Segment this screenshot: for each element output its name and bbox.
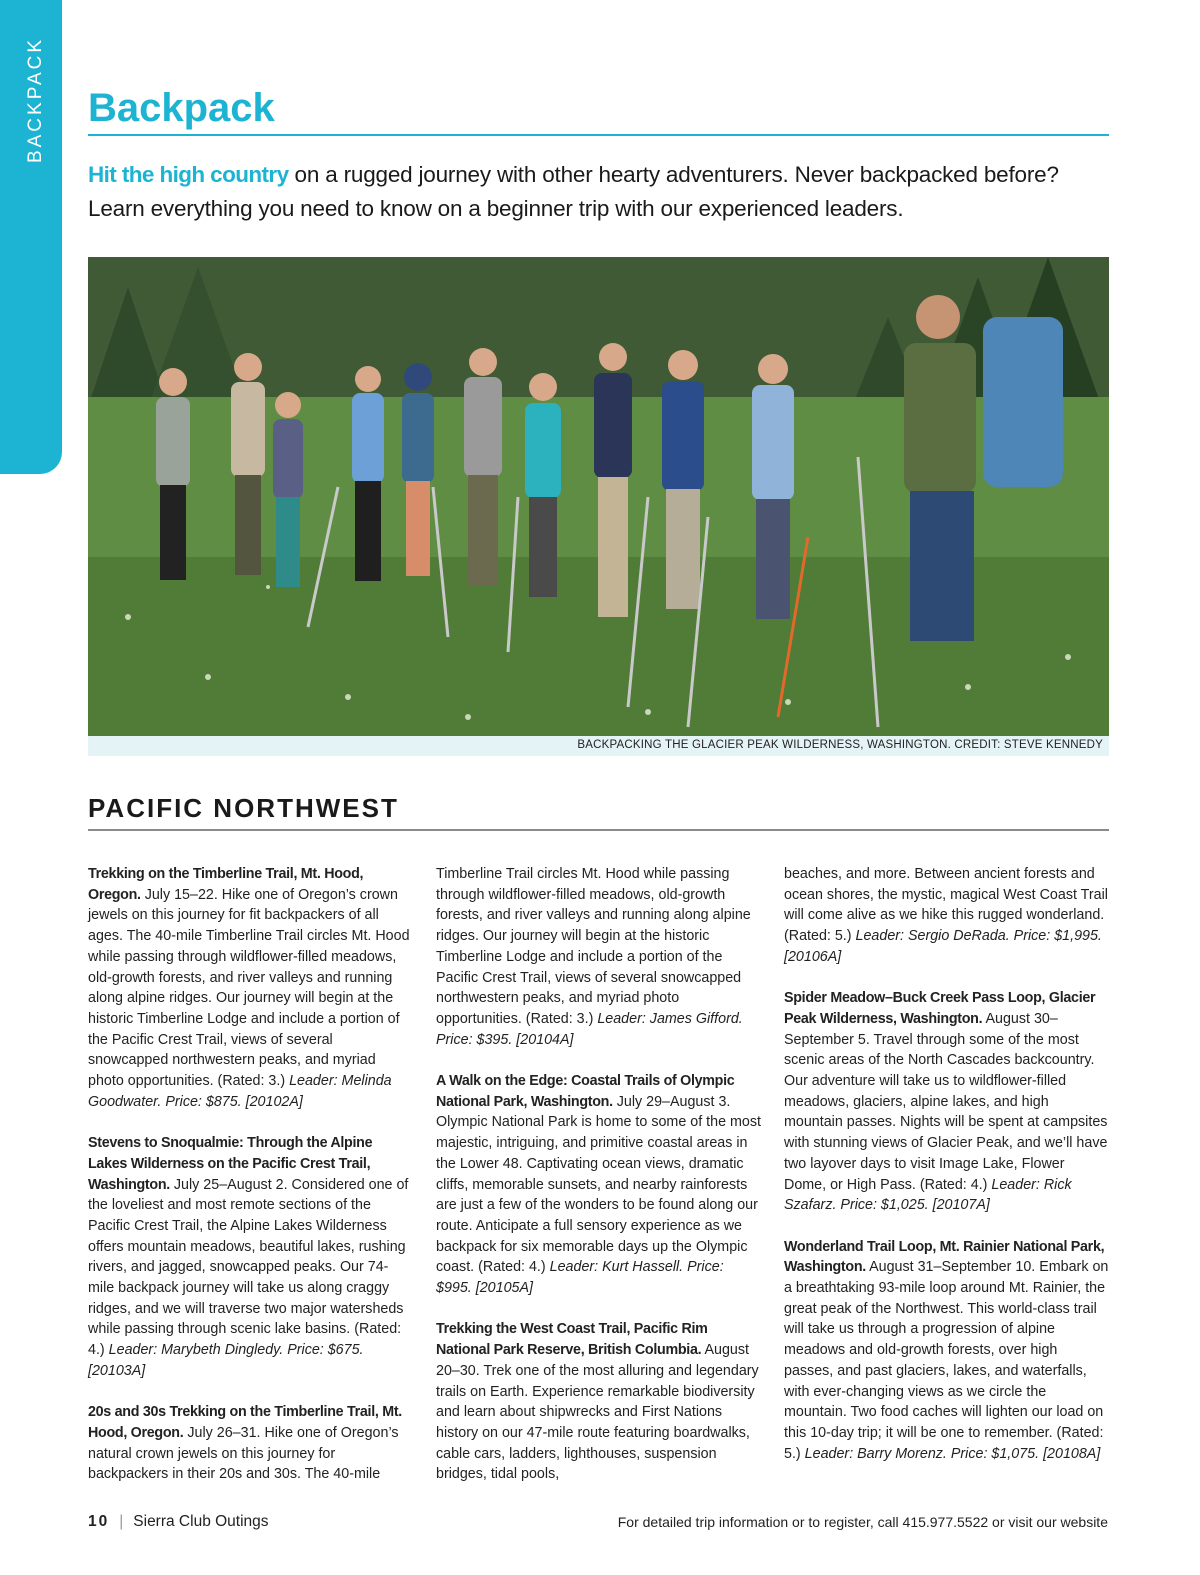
side-tab-label: BACKPACK [25,36,46,164]
trip-listing-continued [436,864,762,1050]
page-number: 10 [88,1513,110,1530]
trip-leader-price: Leader: Kurt Hassell. Price: $995. [20105A] [436,1259,724,1297]
trip-description-part: July 26–31. Hike one of Oregon’s natural crown jewels on this journey for backpackers in their 20s and 30s. The 40-mile [88,1424,399,1483]
intro-text: on a rugged journey with other hearty adventurers. Never backpacked before? Learn everything you need to know on a beginner trip with our experienced leaders. [88,162,1059,221]
trip-listing [88,1133,414,1381]
trip-title: Trekking the West Coast Trail, Pacific Rim National Park Reserve, British Columbia. [436,1321,708,1359]
trip-listing [436,1319,762,1485]
trip-leader-price: Leader: Barry Morenz. Price: $1,075. [20108A] [804,1445,1101,1462]
photo-illustration [88,257,1109,736]
text-column-1 [88,864,414,1485]
trip-title: Spider Meadow–Buck Creek Pass Loop, Glacier Peak Wilderness, Washington. [784,990,1096,1027]
trip-description: July 29–August 3. Olympic National Park is home to some of the most majestic, intriguing, and primitive coastal areas in the Lower 48. Captivating ocean views, dramatic cliffs, memorable sunsets, and nearby rainforests are just a few of the wonders to be found along our route. Anticipate a full sensory experience as we backpack for six memorable days up the Olympic coast. (Rated: 4.) [436,1093,761,1276]
trip-listing [88,1402,414,1485]
trip-leader-price: Leader: James Gifford. Price: $395. [20104A] [436,1010,743,1048]
photo-caption-bar [88,736,1109,756]
region-heading: PACIFIC NORTHWEST [88,793,399,823]
text-column-3 [784,864,1110,1464]
trip-listing [88,864,414,1112]
text-column-2 [436,864,762,1485]
trip-leader-price: Leader: Marybeth Dingledy. Price: $675. [20103A] [88,1342,364,1379]
footer-separator: | [119,1513,124,1530]
footer-page-info [88,1513,269,1531]
intro-lead: Hit the high country [88,162,289,187]
hikers-group-photo [88,257,1109,736]
trip-leader-price: Leader: Sergio DeRada. Price: $1,995. [20106A] [784,928,1102,965]
trip-title: Wonderland Trail Loop, Mt. Rainier National Park, Washington. [784,1238,1105,1276]
trip-title: Trekking on the Timberline Trail, Mt. Hood, Oregon. [88,866,364,903]
trip-description: August 31–September 10. Embark on a breathtaking 93-mile loop around Mt. Rainier, the great peak of the Northwest. This world-class trail will take us through a progression of alpine meadows and old-growth forests, over high passes, and past glaciers, lakes, and waterfalls, with ever-changing views as we circle the mountain. Two food caches will lighten our load on this 10-day trip; it will be one to remember. (Rated: 5.) [784,1259,1109,1462]
title-divider [88,134,1109,136]
trip-description: July 25–August 2. Considered one of the loveliest and most remote sections of the Pacific Crest Trail, the Alpine Lakes Wilderness offers mountain meadows, beautiful lakes, rushing rivers, and jagged, snowcapped peaks. Our 74-mile backpack journey will take us along craggy ridges, and we will traverse two major watersheds while passing through scenic lake basins. (Rated: 4.) [88,1176,409,1359]
trip-title: A Walk on the Edge: Coastal Trails of Olympic National Park, Washington. [436,1073,735,1110]
trip-description: August 30–September 5. Travel through some of the most scenic areas of the North Cascades backcountry. Our adventure will take us to wildflower-filled meadows, glaciers, alpine lakes, and high mountain passes. Nights will be spent at campsites with stunning views of Glacier Peak, and we’ll have two layover days to visit Image Lake, Flower Dome, or High Pass. (Rated: 4.) [784,1010,1108,1193]
photo-caption: BACKPACKING THE GLACIER PEAK WILDERNESS, WASHINGTON. CREDIT: STEVE KENNEDY [577,739,1103,751]
trip-leader-price: Leader: Rick Szafarz. Price: $1,025. [20107A] [784,1176,1072,1214]
trip-leader-price: Leader: Melinda Goodwater. Price: $875. [20102A] [88,1073,392,1110]
publication-name: Sierra Club Outings [133,1513,269,1530]
trip-title: 20s and 30s Trekking on the Timberline Trail, Mt. Hood, Oregon. [88,1404,402,1441]
trip-listing [436,1071,762,1299]
trip-description-part: August 20–30. Trek one of the most alluring and legendary trails on Earth. Experience remarkable biodiversity and learn about shipwrecks and First Nations history on our 47-mile route featuring boardwalks, cable cars, ladders, lighthouses, suspension bridges, tidal pools, [436,1342,759,1483]
trip-listing [784,988,1110,1216]
footer-contact: For detailed trip information or to register, call 415.977.5522 or visit our website [617,1514,1108,1530]
trip-title: Stevens to Snoqualmie: Through the Alpine Lakes Wilderness on the Pacific Crest Trail, Washington. [88,1135,373,1193]
intro-paragraph [88,158,1118,226]
section-side-tab [0,0,62,474]
page-title: Backpack [88,86,275,130]
trip-description-part: Timberline Trail circles Mt. Hood while passing through wildflower-filled meadows, old-growth forests, and river valleys and running along alpine ridges. Our journey will begin at the historic Timberline Lodge and include a portion of the Pacific Crest Trail, views of several snowcapped northwestern peaks, and myriad photo opportunities. (Rated: 3.) [436,866,751,1027]
region-divider [88,829,1109,831]
trip-description-part: beaches, and more. Between ancient forests and ocean shores, the mystic, magical West Coast Trail will come alive as we hike this rugged wonderland. (Rated: 5.) [784,866,1108,945]
trip-description: July 15–22. Hike one of Oregon’s crown jewels on this journey for fit backpackers of all ages. The 40-mile Timberline Trail circles Mt. Hood while passing through wildflower-filled meadows, old-growth forests, and river valleys and running along alpine ridges. Our journey will begin at the historic Timberline Lodge and include a portion of the Pacific Crest Trail, views of several snowcapped northwestern peaks, and myriad photo opportunities. (Rated: 3.) [88,886,410,1090]
trip-listing-continued [784,864,1110,968]
trip-listing [784,1237,1110,1465]
